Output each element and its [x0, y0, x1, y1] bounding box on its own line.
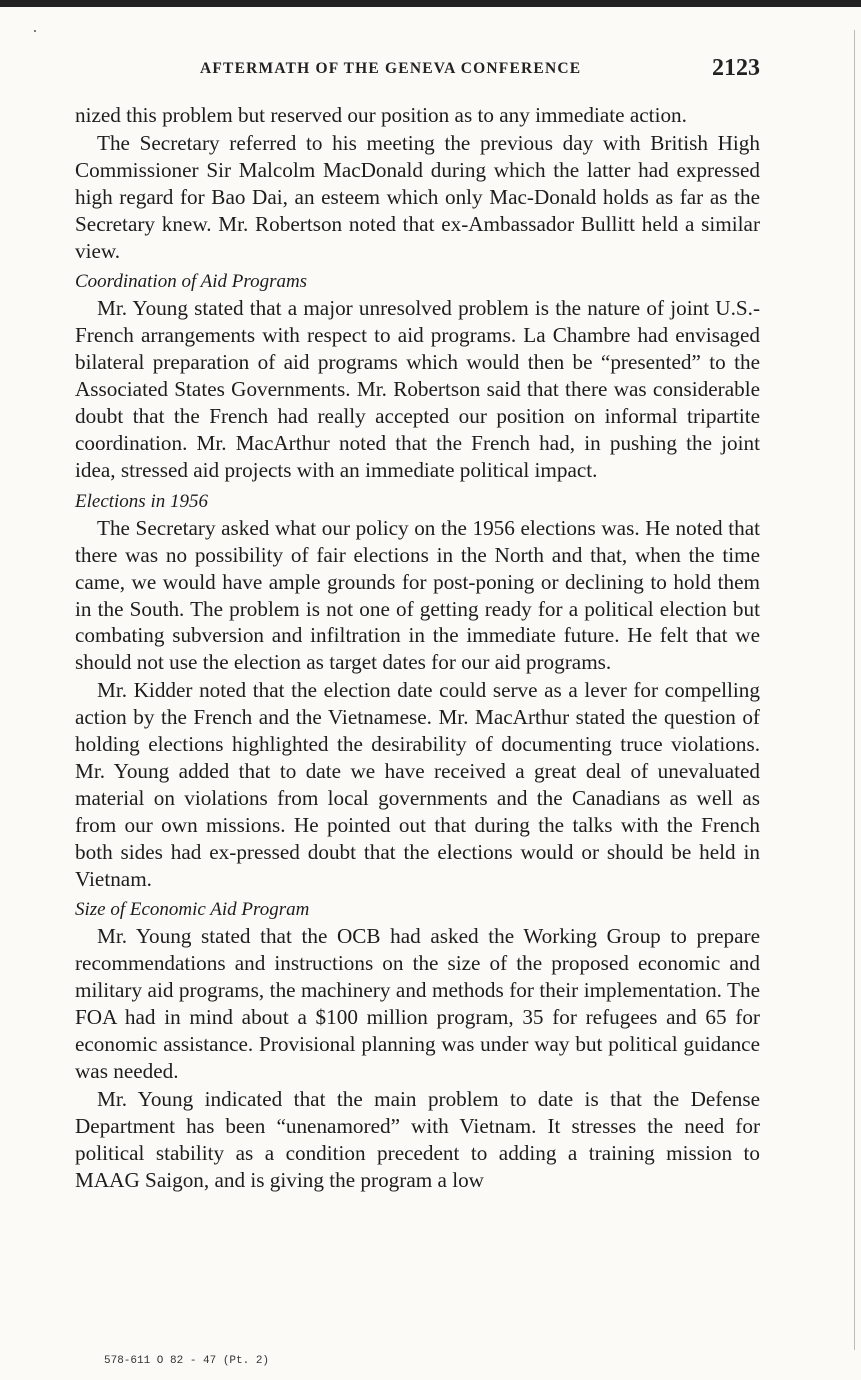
- paragraph-ocb-request: Mr. Young stated that the OCB had asked the Working Group to prepare recommendations and instructions on the size of the proposed economic and military aid programs, the machinery and methods for their implementation. The FOA had in mind about a $100 million program, 35 for refugees and 65 for economic assistance. Provisional planning was under way but political guidance was needed.: [75, 924, 760, 1083]
- section-heading-elections: Elections in 1956: [75, 490, 208, 512]
- paragraph-defense-department: Mr. Young indicated that the main problem to date is that the Defense Department has been “unenamored” with Vietnam. It stresses the need for political stability as a condition precedent to adding a training mission to MAAG Saigon, and is giving the program a low: [75, 1086, 760, 1192]
- section-heading-coordination: Coordination of Aid Programs: [75, 271, 308, 293]
- document-body: [75, 102, 760, 1195]
- section-heading-aid-size: Size of Economic Aid Program: [75, 899, 310, 921]
- paragraph-coordination: Mr. Young stated that a major unresolved problem is the nature of joint U.S.-French arrangements with respect to aid programs. La Chambre had envisaged bilateral preparation of aid programs which would then be “presented” to the Associated States Governments. Mr. Robertson said that there was considerable doubt that the French had really accepted our position on informal tripartite coordination. Mr. MacArthur noted that the French had, in pushing the joint idea, stressed aid projects with an immediate political impact.: [75, 296, 760, 482]
- paragraph-elections-policy: The Secretary asked what our policy on the 1956 elections was. He noted that there was no possibility of fair elections in the North and that, when the time came, we would have ample grounds for post-poning or declining to hold them in the South. The problem is not one of getting ready for a political election but combating subversion and infiltration in the immediate future. He felt that we should not use the election as target dates for our aid programs.: [75, 515, 760, 675]
- paragraph-secretary-macdonald: The Secretary referred to his meeting the previous day with British High Commissioner Sir Malcolm MacDonald during which the latter had expressed high regard for Bao Dai, an esteem which only Mac-Donald holds as far as the Secretary knew. Mr. Robertson noted that ex-Ambassador Bullitt held a similar view.: [75, 130, 760, 263]
- running-head: AFTERMATH OF THE GENEVA CONFERENCE: [200, 60, 582, 77]
- page-edge-line: [854, 30, 855, 1350]
- paragraph-continued: nized this problem but reserved our position as to any immediate action.: [75, 103, 687, 127]
- printer-code: 578-611 O 82 - 47 (Pt. 2): [104, 1355, 270, 1367]
- scan-speck: [34, 30, 36, 32]
- top-border-rule: [0, 0, 861, 7]
- page-number: 2123: [712, 55, 760, 81]
- paragraph-elections-lever: Mr. Kidder noted that the election date could serve as a lever for compelling action by the French and the Vietnamese. Mr. MacArthur stated the question of holding elections highlighted the desirability of documenting truce violations. Mr. Young added that to date we have received a great deal of unevaluated material on violations from local governments and the Canadians as well as from our own missions. He pointed out that during the talks with the French both sides had ex-pressed doubt that the elections would or should be held in Vietnam.: [75, 678, 760, 891]
